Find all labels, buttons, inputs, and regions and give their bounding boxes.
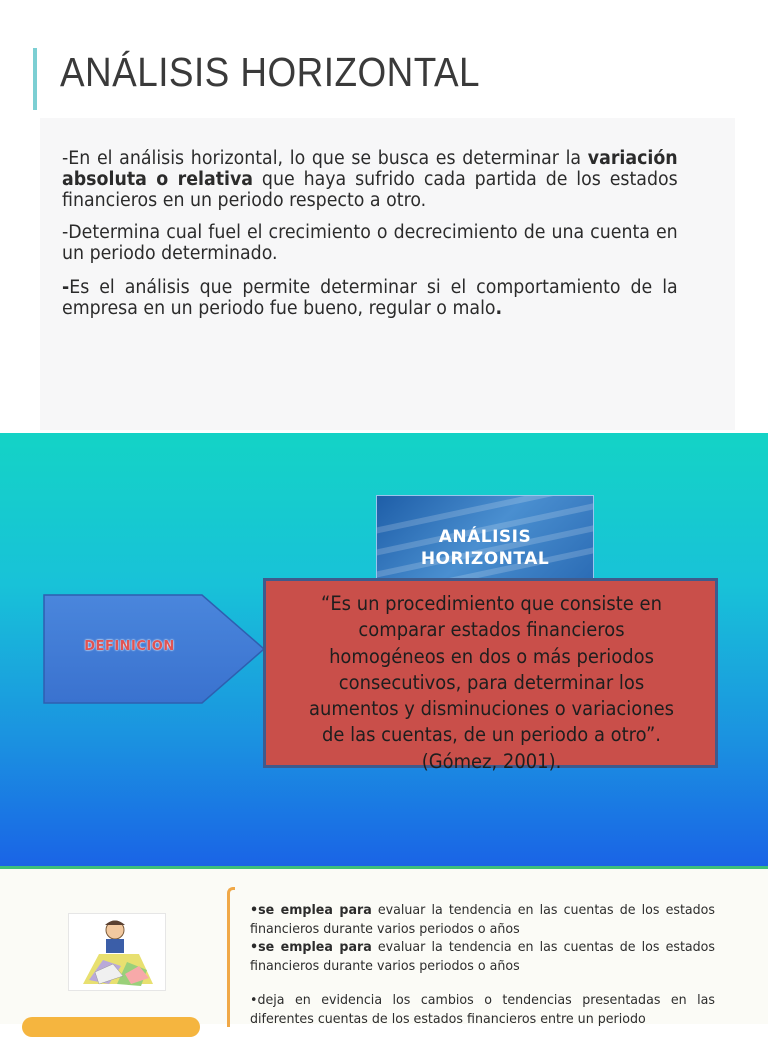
paragraph-2: -Determina cual fuel el crecimiento o decrecimiento de una cuenta en un periodo determinado. [62,222,678,264]
slide-content-area [40,118,735,430]
uses-bullet-list [250,901,715,1028]
paragraph-1: -En el análisis horizontal, lo que se busca es determinar la variación absoluta o relativa que haya sufrido cada partida de los estados financieros en un periodo respecto a otro. [62,148,678,211]
slide-analisis-horizontal [0,0,768,433]
bullet-item-1: •se emplea para evaluar la tendencia en las cuentas de los estados financieros durante varios periodos o años [250,902,715,937]
slide-definicion [0,433,768,866]
slide-usos [0,866,768,1027]
title-accent-bar [33,48,37,110]
slide-title: ANÁLISIS HORIZONTAL [60,49,481,95]
definition-quote: “Es un procedimiento que consiste en comparar estados financieros homogéneos en dos o más periodos consecutivos, para determinar los aumentos y disminuciones o variaciones de las cuentas, de un periodo a otro”. (Gómez, 2001). [308,592,675,773]
image-title-line-1: ANÁLISIS [438,527,532,547]
orange-label-shape [22,1017,200,1037]
paragraph-3: -Es el análisis que permite determinar si el comportamiento de la empresa en un periodo fue bueno, regular o malo. [62,277,678,319]
bracket-decoration [227,887,235,1027]
analisis-horizontal-image [376,495,594,581]
clipart-man-with-papers-icon [68,913,166,991]
definition-quote-box [263,578,718,773]
definition-label: DEFINICION [84,639,175,654]
image-title-line-2: HORIZONTAL [420,549,550,569]
bullet-item-2: •se emplea para evaluar la tendencia en las cuentas de los estados financieros durante varios periodos o años [250,939,715,974]
bullet-item-3: •deja en evidencia los cambios o tendencias presentadas en las diferentes cuentas de los estados financieros entre un periodo [250,992,715,1027]
